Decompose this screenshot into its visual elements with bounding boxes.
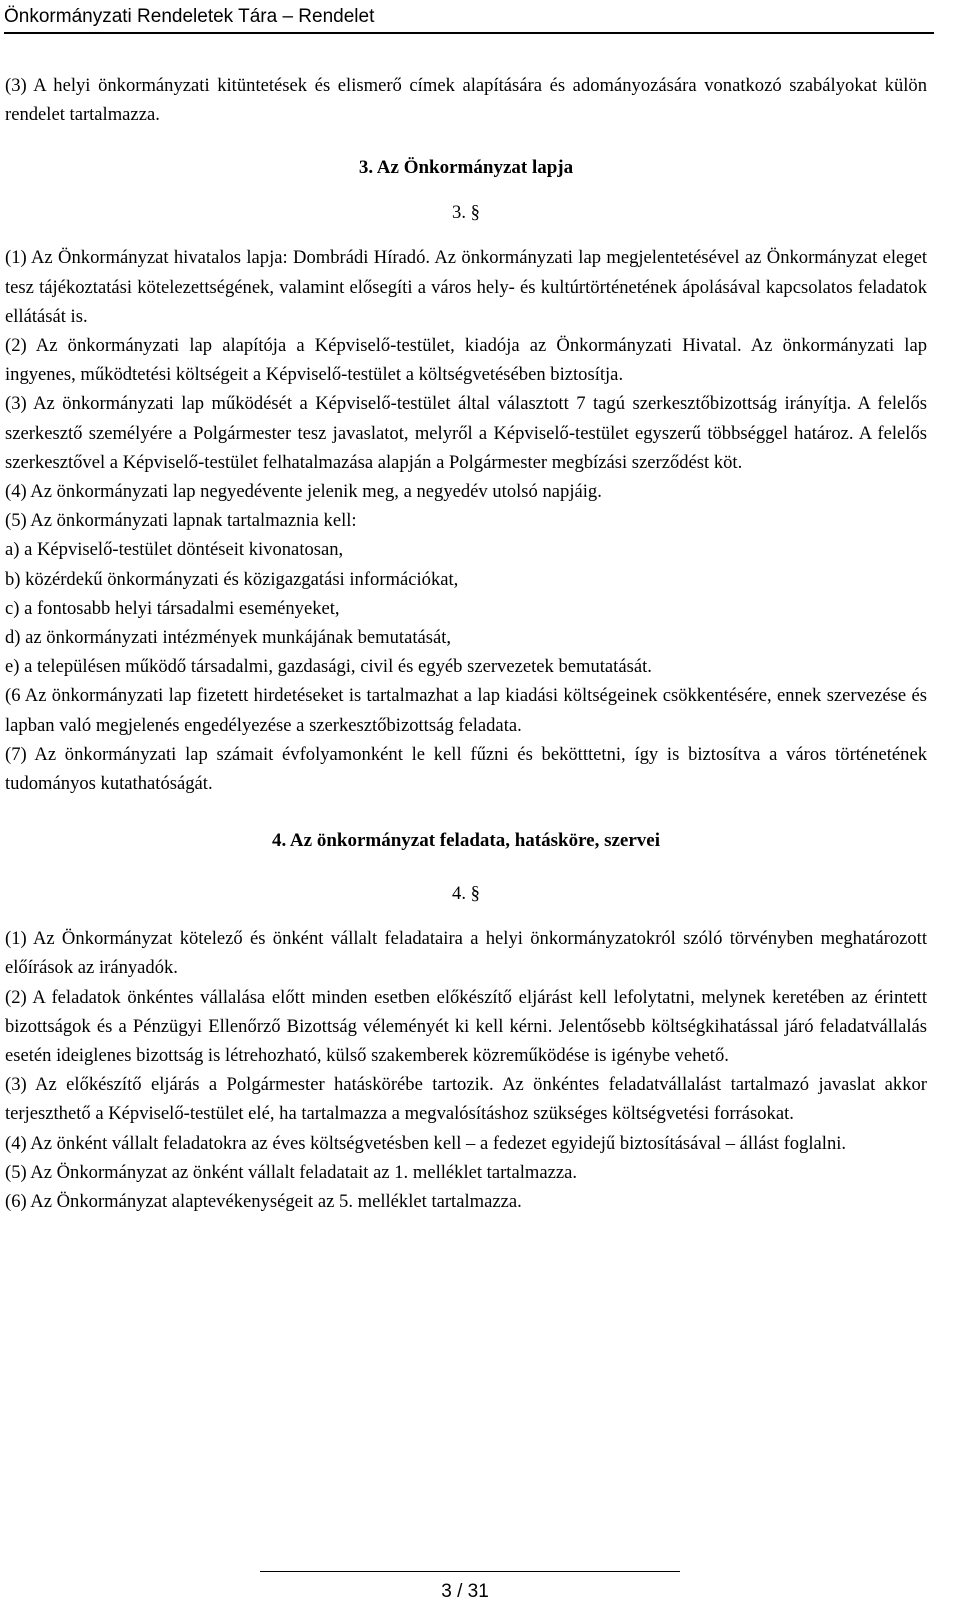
section-4-title: 4. Az önkormányzat feladata, hatásköre, szervei (271, 830, 661, 852)
section-3-body (5, 243, 927, 798)
header-title: Önkormányzati Rendeletek Tára – Rendelet (4, 6, 375, 27)
section-3-paragraph-1: (1) Az Önkormányzat hivatalos lapja: Dombrádi Híradó. Az önkormányzati lap megjelentetésével az Önkormányzat eleget tesz tájékoztatási kötelezettségének, valamint elősegíti a város hely- és kultúrtörténetének ápolásával kapcsolatos feladatok ellátását is. (5, 247, 927, 327)
section-3-list-item-d: d) az önkormányzati intézmények munkájának bemutatását, (5, 627, 452, 649)
section-3-list-item-c: c) a fontosabb helyi társadalmi eseményeket, (5, 597, 340, 619)
section-4-mark: 4. § (452, 883, 480, 905)
section-3-list-item-a: a) a Képviselő-testület döntéseit kivonatosan, (5, 539, 344, 561)
section-3-paragraph-4: (4) Az önkormányzati lap negyedévente jelenik meg, a negyedév utolsó napjáig. (5, 481, 602, 503)
section-3-paragraph-2: (2) Az önkormányzati lap alapítója a Képviselő-testület, kiadója az Önkormányzati Hivatal. Az önkormányzati lap ingyenes, működtetési költségeit a Képviselő-testület a költségvetésében biztosítja. (5, 335, 927, 386)
section-4-paragraph-1: (1) Az Önkormányzat kötelező és önként vállalt feladataira a helyi önkormányzatokról szóló törvényben meghatározott előírások az irányadók. (5, 928, 927, 979)
page-header (4, 2, 934, 34)
section-4-paragraph-2: (2) A feladatok önkéntes vállalása előtt minden esetben előkészítő eljárást kell lefolytatni, melynek keretében az érintett bizottságok és a Pénzügyi Ellenőrző Bizottság véleményét ki kell kérni. Jelentősebb költségkihatással járó feladatvállalás esetén ideiglenes bizottság is létrehozható, külső szakemberek közreműködése is igénybe vehető. (5, 986, 927, 1067)
section-3-paragraph-5: (5) Az önkormányzati lapnak tartalmaznia kell: (5, 510, 357, 532)
section-4-paragraph-6: (6) Az Önkormányzat alaptevékenységeit az 5. melléklet tartalmazza. (5, 1191, 522, 1213)
section-3-paragraph-7: (7) Az önkormányzati lap számait évfolyamonként le kell fűzni és bekötttetni, így is biztosítva a város történetének tudományos kutathatóságát. (5, 743, 927, 795)
footer-divider (260, 1571, 680, 1572)
section-3-paragraph-6: (6 Az önkormányzati lap fizetett hirdetéseket is tartalmazhat a lap kiadási költségeinek csökkentésére, ennek szervezése és lapban való megjelenés engedélyezése a szerkesztőbizottság feladata. (5, 685, 927, 736)
section-4-paragraph-3: (3) Az előkészítő eljárás a Polgármester hatáskörébe tartozik. Az önkéntes feladatvállalást tartalmazó javaslat akkor terjeszthető a Képviselő-testület elé, ha tartalmazza a megvalósításhoz szükséges költségvetési forrásokat. (5, 1074, 927, 1125)
section-4-paragraph-5: (5) Az Önkormányzat az önként vállalt feladatait az 1. melléklet tartalmazza. (5, 1161, 578, 1183)
section-3-list-item-b: b) közérdekű önkormányzati és közigazgatási információkat, (5, 568, 459, 590)
section-4-paragraph-4: (4) Az önként vállalt feladatokra az éves költségvetésben kell – a fedezet egyidejű biztosításával – állást foglalni. (5, 1132, 847, 1154)
section-3-paragraph-3: (3) Az önkormányzati lap működését a Képviselő-testület által választott 7 tagú szerkesztőbizottság irányítja. A felelős szerkesztő személyére a Polgármester tesz javaslatot, melyről a Képviselő-testület egyszerű többséggel határoz. A felelős szerkesztővel a Képviselő-testület felhatalmazása alapján a Polgármester megbízási szerződést köt. (5, 393, 927, 473)
section-3-title: 3. Az Önkormányzat lapja (358, 157, 574, 179)
section-3-list-item-e: e) a településen működő társadalmi, gazdasági, civil és egyéb szervezetek bemutatását. (5, 656, 652, 678)
section-3-mark: 3. § (452, 202, 480, 224)
intro-paragraph: (3) A helyi önkormányzati kitüntetések és elismerő címek alapítására és adományozására vonatkozó szabályokat külön rendelet tartalmazza. (5, 75, 927, 126)
page-number: 3 / 31 (441, 1581, 489, 1602)
section-4-body (5, 924, 927, 1216)
document-body (5, 71, 927, 1216)
